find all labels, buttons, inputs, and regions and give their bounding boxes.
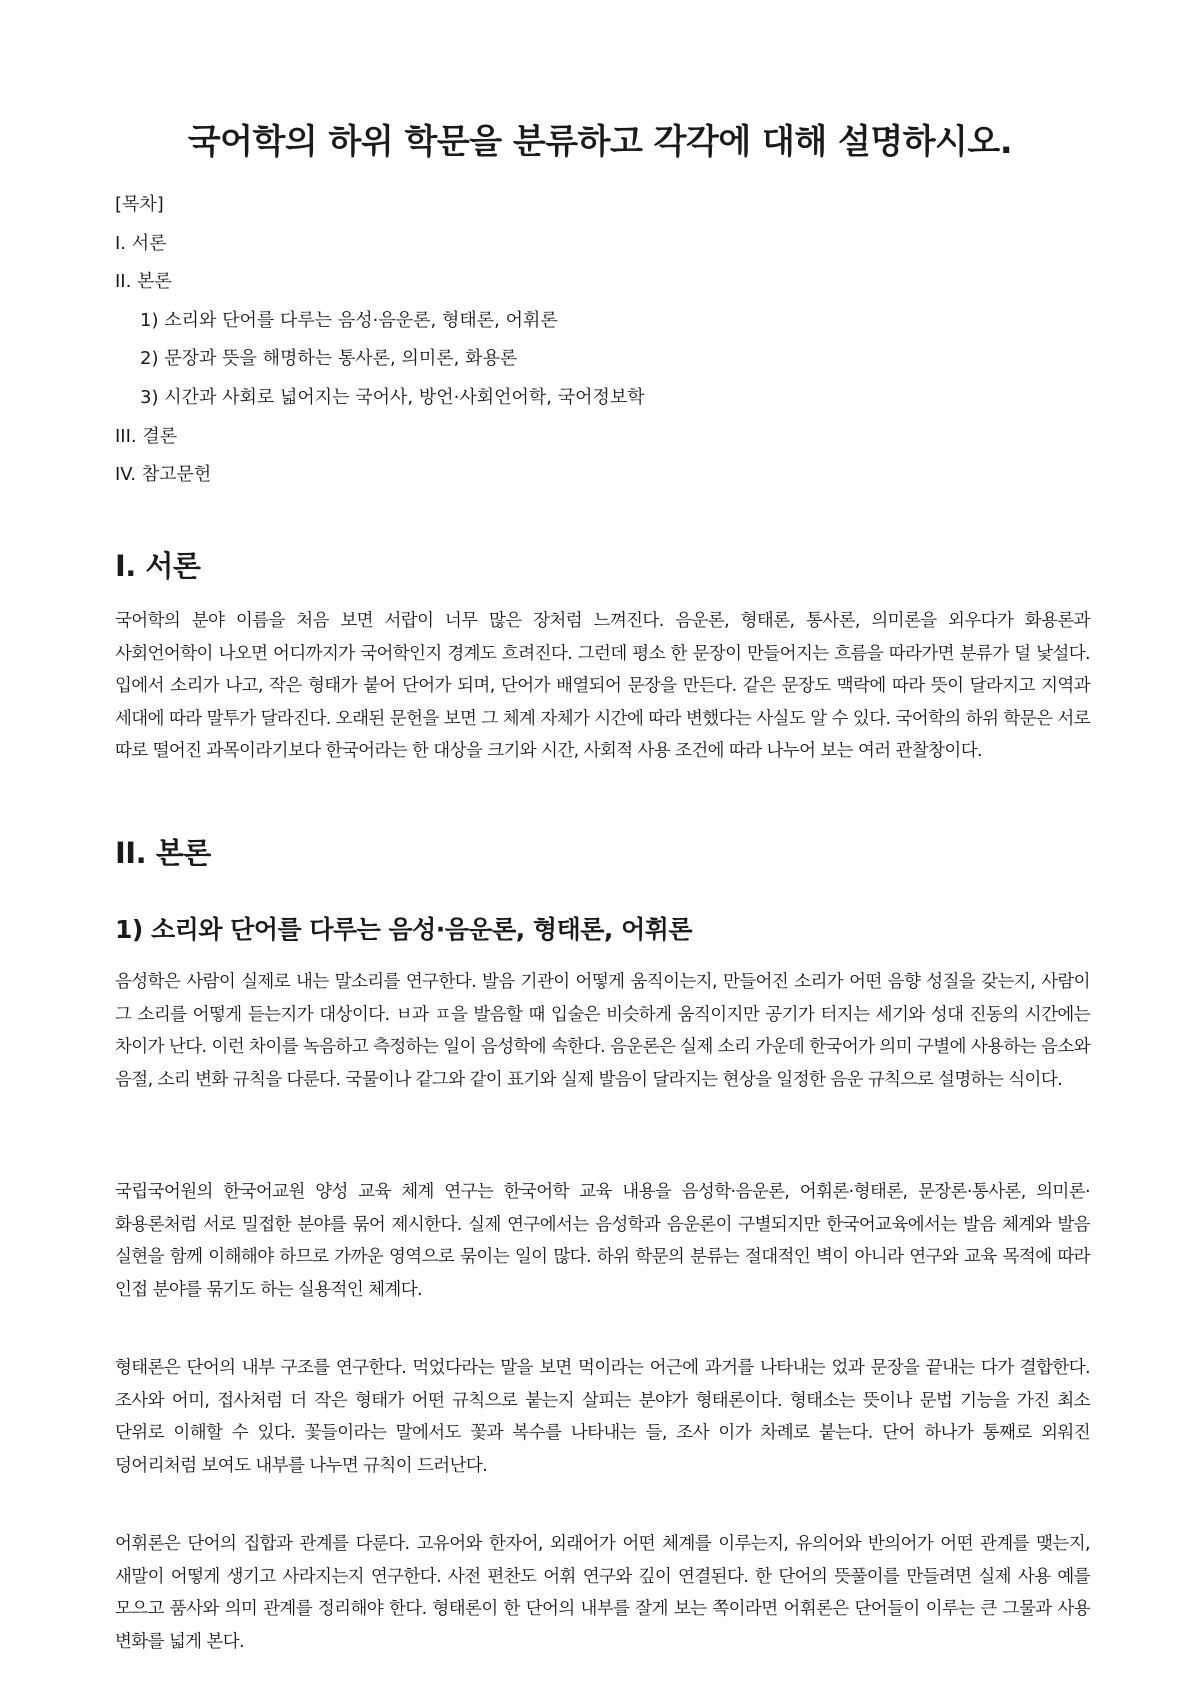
body-paragraph: 국립국어원의 한국어교원 양성 교육 체계 연구는 한국어학 교육 내용을 음성학·음운론, 어휘론·형태론, 문장론·통사론, 의미론·화용론처럼 서로 밀접한 분야를 묶어 제시한다. 실제 연구에서는 음성학과 음운론이 구별되지만 한국어교육에서는 발음 체계와 발음 실현을 함께 이해해야 하므로 가까운 영역으로 묶이는 일이 많다. 하위 학문의 분류는 절대적인 벽이 아니라 연구와 교육 목적에 따라 인접 분야를 묶기도 하는 실용적인 체계다.: [115, 1182, 1090, 1300]
toc-item: IV. 참고문헌: [115, 464, 212, 486]
toc-subitem: 3) 시간과 사회로 넓어지는 국어사, 방언·사회언어학, 국어정보학: [140, 386, 645, 408]
toc-item: III. 결론: [115, 425, 178, 447]
body-paragraph: 형태론은 단어의 내부 구조를 연구한다. 먹었다라는 말을 보면 먹이라는 어근에 과거를 나타내는 었과 문장을 끝내는 다가 결합한다. 조사와 어미, 접사처럼 더 작은 형태가 어떤 규칙으로 붙는지 살피는 분야가 형태론이다. 형태소는 뜻이나 문법 기능을 가진 최소 단위로 이해할 수 있다. 꽃들이라는 말에서도 꽃과 복수를 나타내는 들, 조사 이가 차례로 붙는다. 단어 하나가 통째로 외워진 덩어리처럼 보여도 내부를 나누면 규칙이 드러난다.: [115, 1358, 1090, 1476]
toc-heading: [목차]: [115, 194, 164, 215]
body-paragraph: 어휘론은 단어의 집합과 관계를 다룬다. 고유어와 한자어, 외래어가 어떤 체계를 이루는지, 유의어와 반의어가 어떤 관계를 맺는지, 새말이 어떻게 생기고 사라지는지 연구한다. 사전 편찬도 어휘 연구와 깊이 연결된다. 한 단어의 뜻풀이를 만들려면 실제 사용 예를 모으고 품사와 의미 관계를 정리해야 한다. 형태론이 한 단어의 내부를 잘게 보는 쪽이라면 어휘론은 단어들이 이루는 큰 그물과 사용 변화를 넓게 본다.: [115, 1534, 1090, 1652]
table-of-contents: [115, 186, 645, 495]
intro-paragraph: 국어학의 분야 이름을 처음 보면 서랍이 너무 많은 장처럼 느껴진다. 음운론, 형태론, 통사론, 의미론을 외우다가 화용론과 사회언어학이 나오면 어디까지가 국어학인지 경계도 흐려진다. 그런데 평소 한 문장이 만들어지는 흐름을 따라가면 분류가 덜 낯설다. 입에서 소리가 나고, 작은 형태가 붙어 단어가 되며, 단어가 배열되어 문장을 만든다. 같은 문장도 맥락에 따라 뜻이 달라지고 지역과 세대에 따라 말투가 달라진다. 오래된 문헌을 보면 그 체계 자체가 시간에 따라 변했다는 사실도 알 수 있다. 국어학의 하위 학문은 서로 따로 떨어진 과목이라기보다 한국어라는 한 대상을 크기와 시간, 사회적 사용 조건에 따라 나누어 보는 여러 관찰창이다.: [115, 611, 1090, 761]
section-heading-intro: I. 서론: [115, 549, 201, 583]
toc-item: II. 본론: [115, 271, 172, 293]
body-paragraph: 음성학은 사람이 실제로 내는 말소리를 연구한다. 발음 기관이 어떻게 움직이는지, 만들어진 소리가 어떤 음향 성질을 갖는지, 사람이 그 소리를 어떻게 듣는지가 대상이다. ㅂ과 ㅍ을 발음할 때 입술은 비슷하게 움직이지만 공기가 터지는 세기와 성대 진동의 시간에는 차이가 난다. 이런 차이를 녹음하고 측정하는 일이 음성학에 속한다. 음운론은 실제 소리 가운데 한국어가 의미 구별에 사용하는 음소와 음절, 소리 변화 규칙을 다룬다. 국물이나 같그와 같이 표기와 실제 발음이 달라지는 현상을 일정한 음운 규칙으로 설명하는 식이다.: [115, 972, 1090, 1090]
toc-subitem: 1) 소리와 단어를 다루는 음성·음운론, 형태론, 어휘론: [140, 309, 558, 331]
document-title: 국어학의 하위 학문을 분류하고 각각에 대해 설명하시오.: [187, 122, 1013, 162]
section-heading-body: II. 본론: [115, 836, 211, 870]
toc-item: I. 서론: [115, 232, 167, 254]
toc-subitem: 2) 문장과 뜻을 해명하는 통사론, 의미론, 화용론: [140, 348, 518, 370]
subsection-heading-1: 1) 소리와 단어를 다루는 음성·음운론, 형태론, 어휘론: [115, 915, 693, 944]
